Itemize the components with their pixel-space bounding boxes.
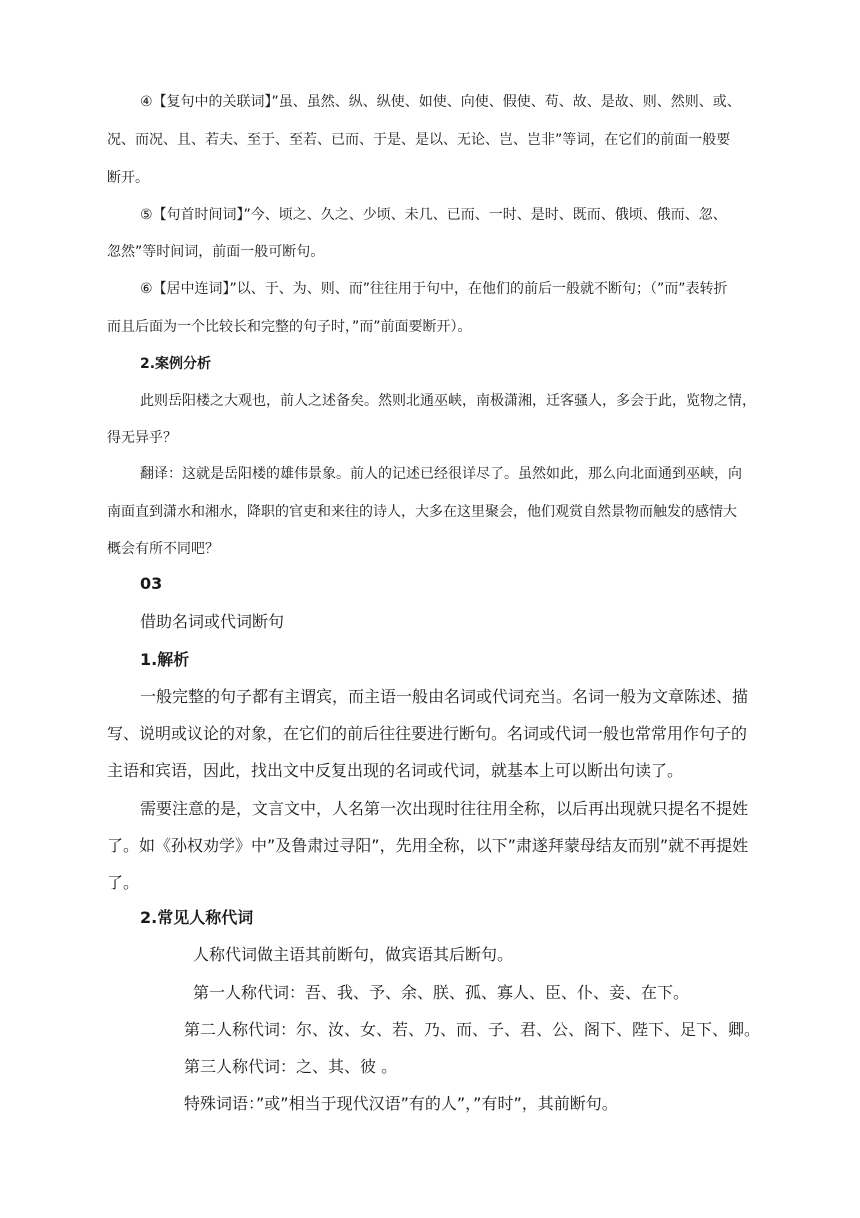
note-line3: 了。	[107, 873, 140, 892]
connectives-item5-line1: ⑤【句首时间词】”今、顷之、久之、少顷、未几、已而、一时、是时、既而、俄顷、俄而、忽、	[140, 207, 727, 223]
note-line1: 需要注意的是，文言文中，人名第一次出现时往往用全称，以后再出现就只提名不提姓	[140, 799, 749, 818]
case-analysis-heading: 2.案例分析	[140, 356, 212, 372]
connectives-item4-line3: 断开。	[107, 170, 149, 186]
connectives-item4-line2: 况、而况、且、若夫、至于、至若、已而、于是、是以、无论、岂、岂非”等词，在它们的前面一般要	[107, 132, 731, 148]
analysis-line2: 写、说明或议论的对象，在它们的前后往往要进行断句。名词或代词一般也常常用作句子的	[107, 724, 748, 743]
analysis-line1: 一般完整的句子都有主谓宾，而主语一般由名词或代词充当。名词一般为文章陈述、描	[140, 687, 749, 706]
case-text-line1: 此则岳阳楼之大观也，前人之述备矣。然则北通巫峡，南极潇湘，迁客骚人，多会于此，览物之情，	[140, 393, 756, 409]
connectives-item6-line2: 而且后面为一个比较长和完整的句子时，”而”前面要断开）。	[107, 319, 472, 335]
translation-line2: 南面直到潇水和湘水，降职的官吏和来往的诗人，大多在这里聚会，他们观赏自然景物而触发的感情大	[107, 504, 737, 520]
section-number: 03	[140, 574, 163, 593]
pronoun-line5: 特殊词语：”或”相当于现代汉语”有的人”，”有时”，其前断句。	[184, 1094, 618, 1113]
pronoun-heading: 2.常见人称代词	[140, 908, 254, 927]
pronoun-line3: 第二人称代词：尔、汝、女、若、乃、而、子、君、公、阁下、陛下、足下、卿。	[184, 1020, 761, 1039]
translation-line3: 概会有所不同吧？	[107, 541, 219, 557]
note-line2: 了。如《孙权劝学》中”及鲁肃过寻阳”，先用全称，以下”肃遂拜蒙母结友而别”就不再提姓	[107, 836, 749, 855]
pronoun-line4: 第三人称代词：之、其、彼 。	[184, 1057, 398, 1076]
pronoun-line2: 第一人称代词：吾、我、予、余、朕、孤、寡人、臣、仆、妾、在下。	[193, 983, 690, 1002]
pronoun-line1: 人称代词做主语其前断句，做宾语其后断句。	[193, 945, 514, 964]
connectives-item4-line1: ④【复句中的关联词】”虽、虽然、纵、纵使、如使、向使、假使、苟、故、是故、则、然则、或、	[140, 94, 741, 110]
case-text-line2: 得无异乎？	[107, 430, 177, 446]
analysis-heading: 1.解析	[140, 650, 190, 669]
translation-line1: 翻译：这就是岳阳楼的雄伟景象。前人的记述已经很详尽了。虽然如此，那么向北面通到巫峡，向	[140, 466, 742, 482]
section-title: 借助名词或代词断句	[140, 612, 285, 631]
analysis-line3: 主语和宾语，因此，找出文中反复出现的名词或代词，就基本上可以断出句读了。	[107, 761, 684, 780]
connectives-item6-line1: ⑥【居中连词】”以、于、为、则、而”往往用于句中，在他们的前后一般就不断句；（”而”表转折	[140, 281, 728, 297]
connectives-item5-line2: 忽然”等时间词，前面一般可断句。	[107, 244, 325, 260]
